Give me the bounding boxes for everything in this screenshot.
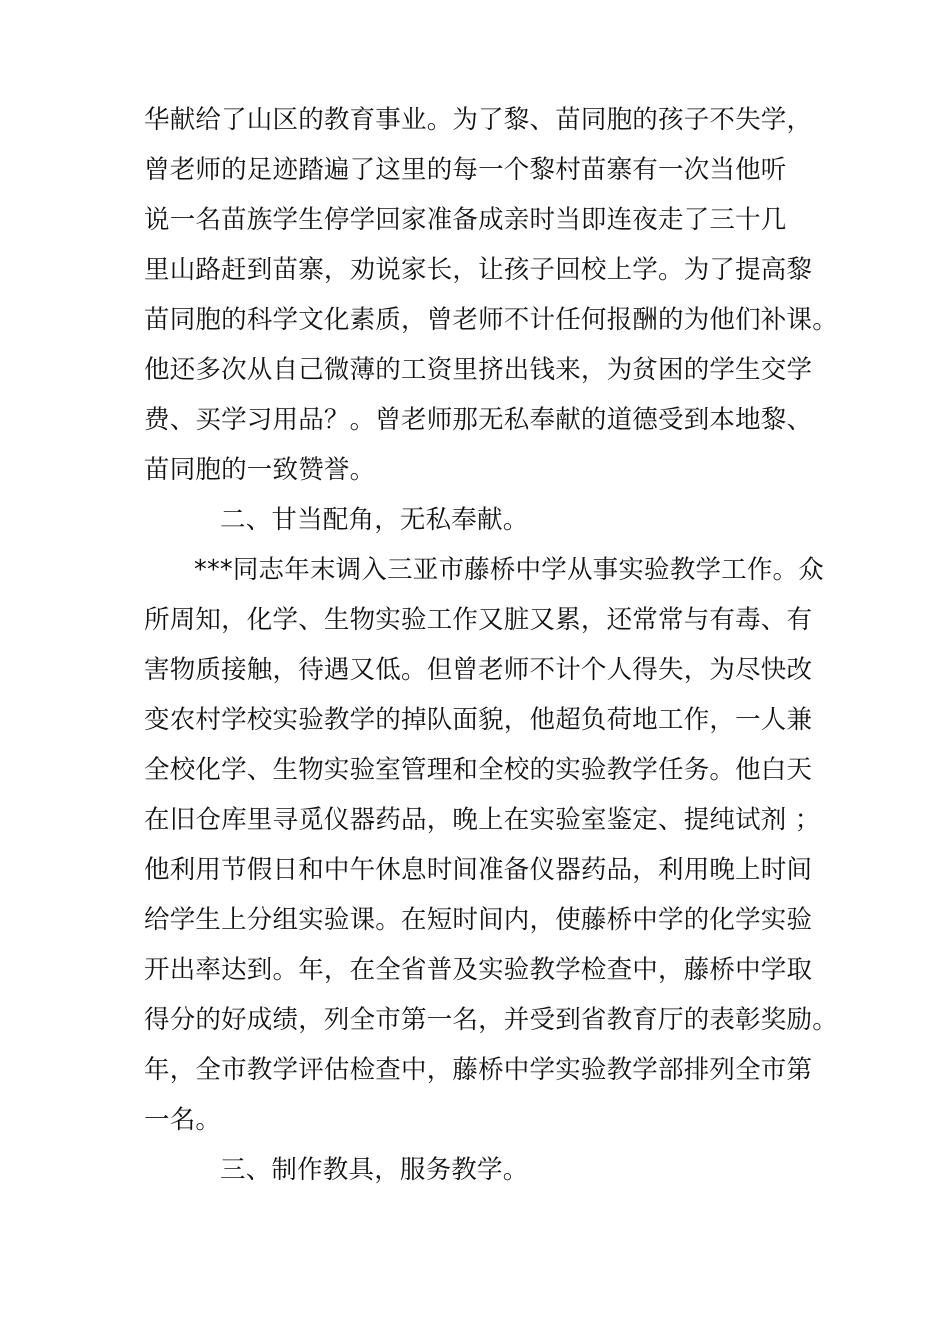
text-line: 年，全市教学评估检查中，藤桥中学实验教学部排列全市第 (144, 1055, 813, 1085)
section-heading: 二、甘当配角，无私奉献。 (220, 505, 529, 535)
text-line: 开出率达到。年，在全省普及实验教学检查中，藤桥中学取 (144, 955, 813, 985)
text-line: 在旧仓库里寻觅仪器药品，晚上在实验室鉴定、提纯试剂 ； (144, 805, 821, 835)
text-line: 曾老师的足迹踏遍了这里的每一个黎村苗寨有一次当他听 (144, 155, 787, 185)
text-line: 变农村学校实验教学的掉队面貌，他超负荷地工作，一人兼 (144, 705, 813, 735)
paragraph-start: ***同志年末调入三亚市藤桥中学从事实验教学工作。众 (194, 555, 824, 585)
text-line: 得分的好成绩，列全市第一名，并受到省教育厅的表彰奖励。 (144, 1005, 838, 1035)
text-line: 他利用节假日和中午休息时间准备仪器药品，利用晚上时间 (144, 855, 813, 885)
text-line: 害物质接触，待遇又低。但曾老师不计个人得失，为尽快改 (144, 655, 813, 685)
text-line: 一名。 (144, 1105, 222, 1135)
text-line: 里山路赶到苗寨，劝说家长，让孩子回校上学。为了提高黎 (144, 255, 813, 285)
text-line: 费、买学习用品？。曾老师那无私奉献的道德受到本地黎、 (144, 405, 813, 435)
text-line: 华献给了山区的教育事业。为了黎、苗同胞的孩子不失学， (144, 105, 813, 135)
body-text (144, 95, 838, 1195)
text-line: 苗同胞的一致赞誉。 (144, 455, 376, 485)
text-line: 给学生上分组实验课。在短时间内，使藤桥中学的化学实验 (144, 905, 813, 935)
section-heading: 三、制作教具，服务教学。 (220, 1155, 529, 1185)
text-line: 全校化学、生物实验室管理和全校的实验教学任务。他白天 (144, 755, 813, 785)
text-line: 苗同胞的科学文化素质，曾老师不计任何报酬的为他们补课。 (144, 305, 838, 335)
text-line: 说一名苗族学生停学回家准备成亲时当即连夜走了三十几 (144, 205, 787, 235)
text-line: 他还多次从自己微薄的工资里挤出钱来，为贫困的学生交学 (144, 355, 813, 385)
text-line: 所周知，化学、生物实验工作又脏又累，还常常与有毒、有 (144, 605, 813, 635)
